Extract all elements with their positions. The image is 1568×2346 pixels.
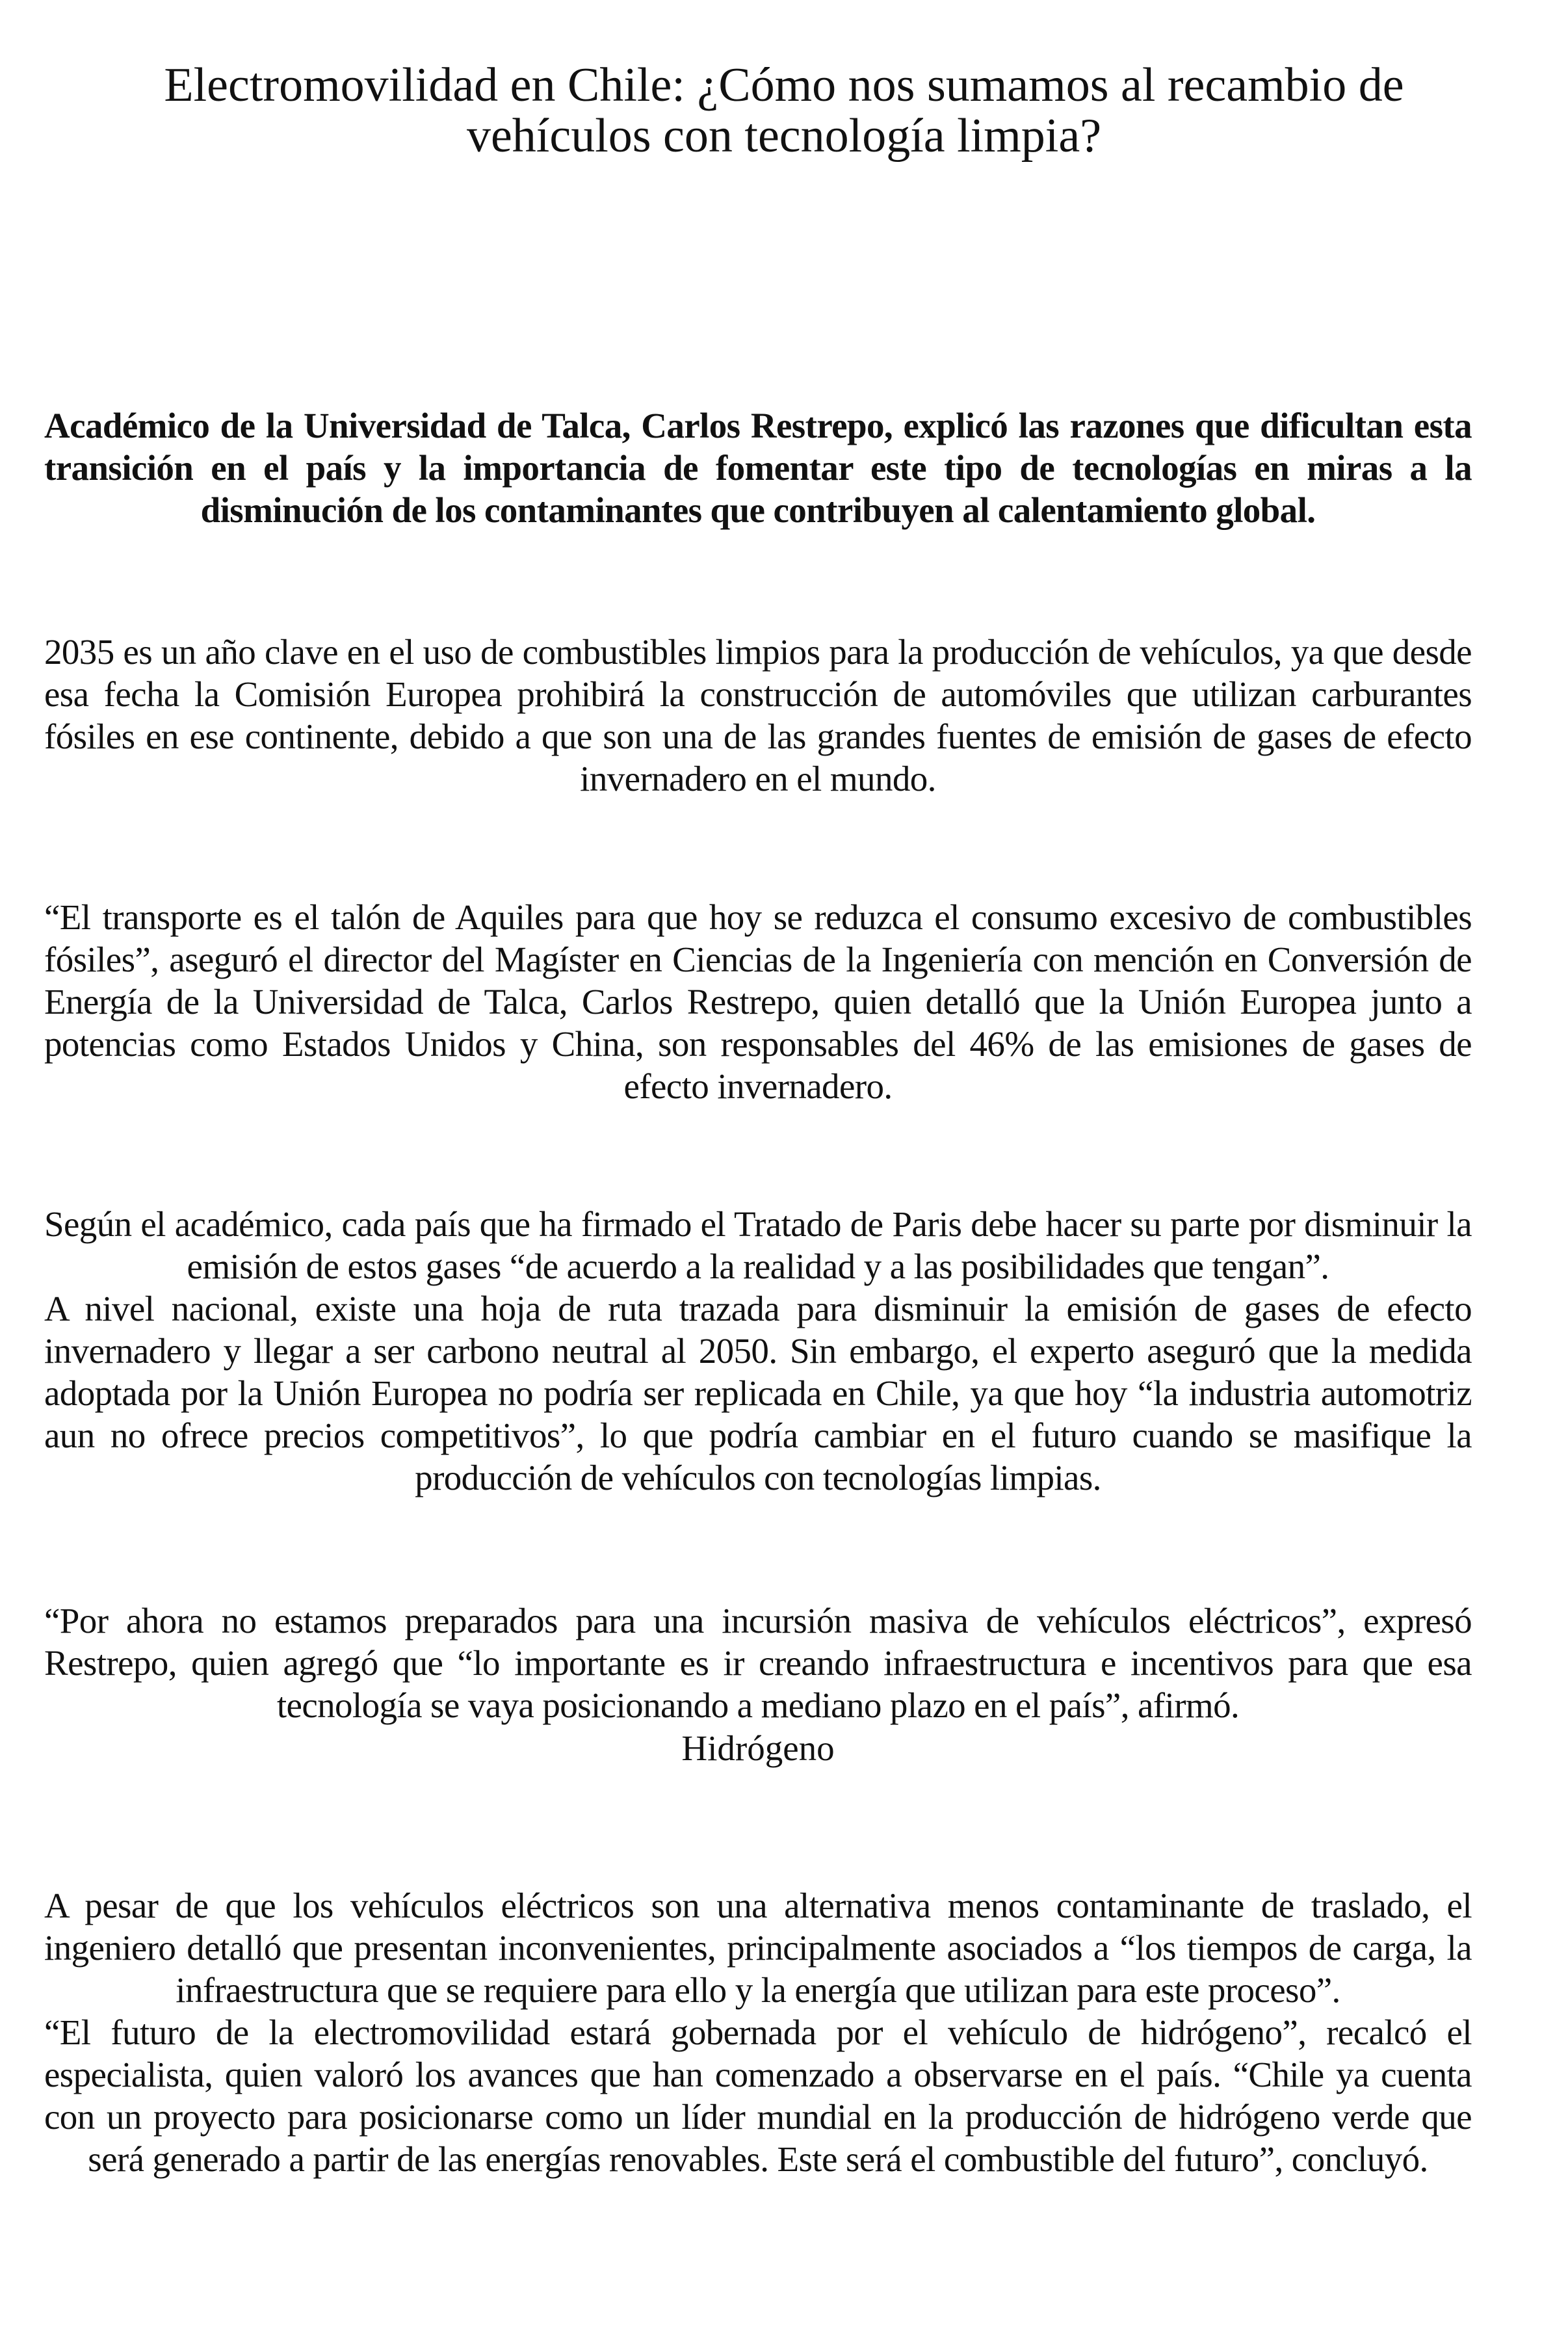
paragraph-futuro-hidrogeno: “El futuro de la electromovilidad estará gobernada por el vehículo de hidrógeno”, recalcó el especialista, quien valoró los avances que han comenzado a observarse en el país. “Chile ya cuenta con un proyecto para posicionarse como un líder mundial en la producción de hidrógeno verde que será generado a partir de las energías renovables. Este será el combustible del futuro”, concluyó. [44, 2012, 1472, 2179]
section-heading-hidrogeno: Hidrógeno [681, 1728, 835, 1768]
paragraph-tratado-paris: Según el académico, cada país que ha firmado el Tratado de Paris debe hacer su parte por disminuir la emisión de estos gases “de acuerdo a la realidad y a las posibilidades que tengan”. [44, 1204, 1472, 1286]
paragraph-group-hidrogeno [44, 1884, 1472, 2180]
article-lead: Académico de la Universidad de Talca, Carlos Restrepo, explicó las razones que dificultan esta transición en el país y la importancia de fomentar este tipo de tecnologías en miras a la disminución de los contaminantes que contribuyen al calentamiento global. [44, 406, 1472, 530]
paragraph-transporte: “El transporte es el talón de Aquiles para que hoy se reduzca el consumo excesivo de combustibles fósiles”, aseguró el director del Magíster en Ciencias de la Ingeniería con mención en Conversión de Energía de la Universidad de Talca, Carlos Restrepo, quien detalló que la Unión Europea junto a potencias como Estados Unidos y China, son responsables del 46% de las emisiones de gases de efecto invernadero. [44, 897, 1472, 1106]
paragraph-preparados: “Por ahora no estamos preparados para una incursión masiva de vehículos eléctricos”, expresó Restrepo, quien agregó que “lo importante es ir creando infraestructura e incentivos para que esa tecnología se vaya posicionando a mediano plazo en el país”, afirmó. [44, 1601, 1472, 1725]
paragraph-2035: 2035 es un año clave en el uso de combustibles limpios para la producción de vehículos, ya que desde esa fecha la Comisión Europea prohibirá la construcción de automóviles que utilizan carburantes fósiles en ese continente, debido a que son una de las grandes fuentes de emisión de gases de efecto invernadero en el mundo. [44, 632, 1472, 798]
paragraph-nivel-nacional: A nivel nacional, existe una hoja de ruta trazada para disminuir la emisión de gases de efecto invernadero y llegar a ser carbono neutral al 2050. Sin embargo, el experto aseguró que la medida adoptada por la Unión Europea no podría ser replicada en Chile, ya que hoy “la industria automotriz aun no ofrece precios competitivos”, lo que podría cambiar en el futuro cuando se masifique la producción de vehículos con tecnologías limpias. [44, 1289, 1472, 1497]
article-title: Electromovilidad en Chile: ¿Cómo nos sumamos al recambio de vehículos con tecnología limpia? [164, 59, 1404, 163]
paragraph-group-tratado [44, 1203, 1472, 1499]
paragraph-inconvenientes: A pesar de que los vehículos eléctricos son una alternativa menos contaminante de traslado, el ingeniero detalló que presentan inconvenientes, principalmente asociados a “los tiempos de carga, la infraestructura que se requiere para ello y la energía que utilizan para este proceso”. [44, 1886, 1472, 2010]
